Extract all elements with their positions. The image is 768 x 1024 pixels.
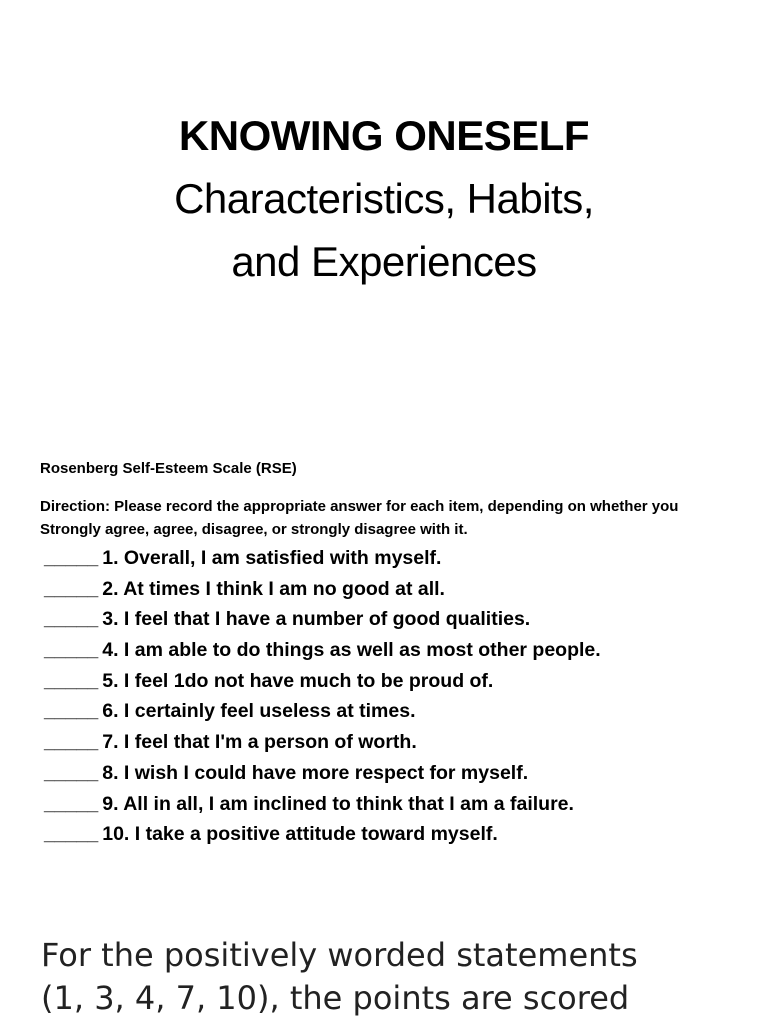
- scale-item: [44, 791, 744, 822]
- scoring-note: [41, 934, 741, 1020]
- answer-blank[interactable]: _____: [44, 700, 99, 723]
- page-title: KNOWING ONESELF: [178, 112, 590, 159]
- scale-item: [44, 668, 744, 699]
- scale-item-text: 2. At times I think I am no good at all.: [102, 577, 445, 600]
- scale-item-text: 9. All in all, I am inclined to think that I am a failure.: [102, 792, 574, 815]
- scale-item: [44, 545, 744, 576]
- answer-blank[interactable]: _____: [44, 608, 99, 631]
- scale-item: [44, 698, 744, 729]
- scoring-note-line-1: For the positively worded statements: [41, 936, 638, 974]
- scale-item-list: [44, 545, 744, 852]
- page-subtitle-line-2: and Experiences: [231, 238, 537, 285]
- page-subtitle-line-1: Characteristics, Habits,: [174, 175, 594, 222]
- answer-blank[interactable]: _____: [44, 547, 99, 569]
- scale-item: [44, 637, 744, 668]
- scale-item-text: 1. Overall, I am satisfied with myself.: [102, 547, 442, 569]
- scale-direction: Direction: Please record the appropriate answer for each item, depending on whether you Strongly agree, agree, disagree, or strongly disagree with it.: [40, 498, 679, 538]
- answer-blank[interactable]: _____: [44, 639, 99, 662]
- scale-item-text: 5. I feel 1do not have much to be proud of.: [102, 669, 494, 692]
- scale-item-text: 3. I feel that I have a number of good qualities.: [102, 608, 531, 631]
- answer-blank[interactable]: _____: [44, 731, 99, 754]
- scale-item-text: 6. I certainly feel useless at times.: [102, 700, 416, 723]
- scale-item-text: 4. I am able to do things as well as most other people.: [102, 639, 601, 662]
- answer-blank[interactable]: _____: [44, 669, 99, 692]
- answer-blank[interactable]: _____: [44, 792, 99, 815]
- scale-item: [44, 821, 744, 852]
- scale-item-text: 10. I take a positive attitude toward myself.: [102, 823, 498, 846]
- scale-item-text: 7. I feel that I'm a person of worth.: [102, 731, 417, 754]
- answer-blank[interactable]: _____: [44, 823, 99, 846]
- scale-item: [44, 606, 744, 637]
- answer-blank[interactable]: _____: [44, 761, 99, 784]
- scale-item: [44, 576, 744, 607]
- scale-name: Rosenberg Self-Esteem Scale (RSE): [40, 460, 297, 477]
- scoring-note-line-2: (1, 3, 4, 7, 10), the points are scored: [41, 979, 630, 1017]
- scale-item: [44, 729, 744, 760]
- scale-item-text: 8. I wish I could have more respect for myself.: [102, 761, 529, 784]
- scale-item: [44, 760, 744, 791]
- answer-blank[interactable]: _____: [44, 577, 99, 600]
